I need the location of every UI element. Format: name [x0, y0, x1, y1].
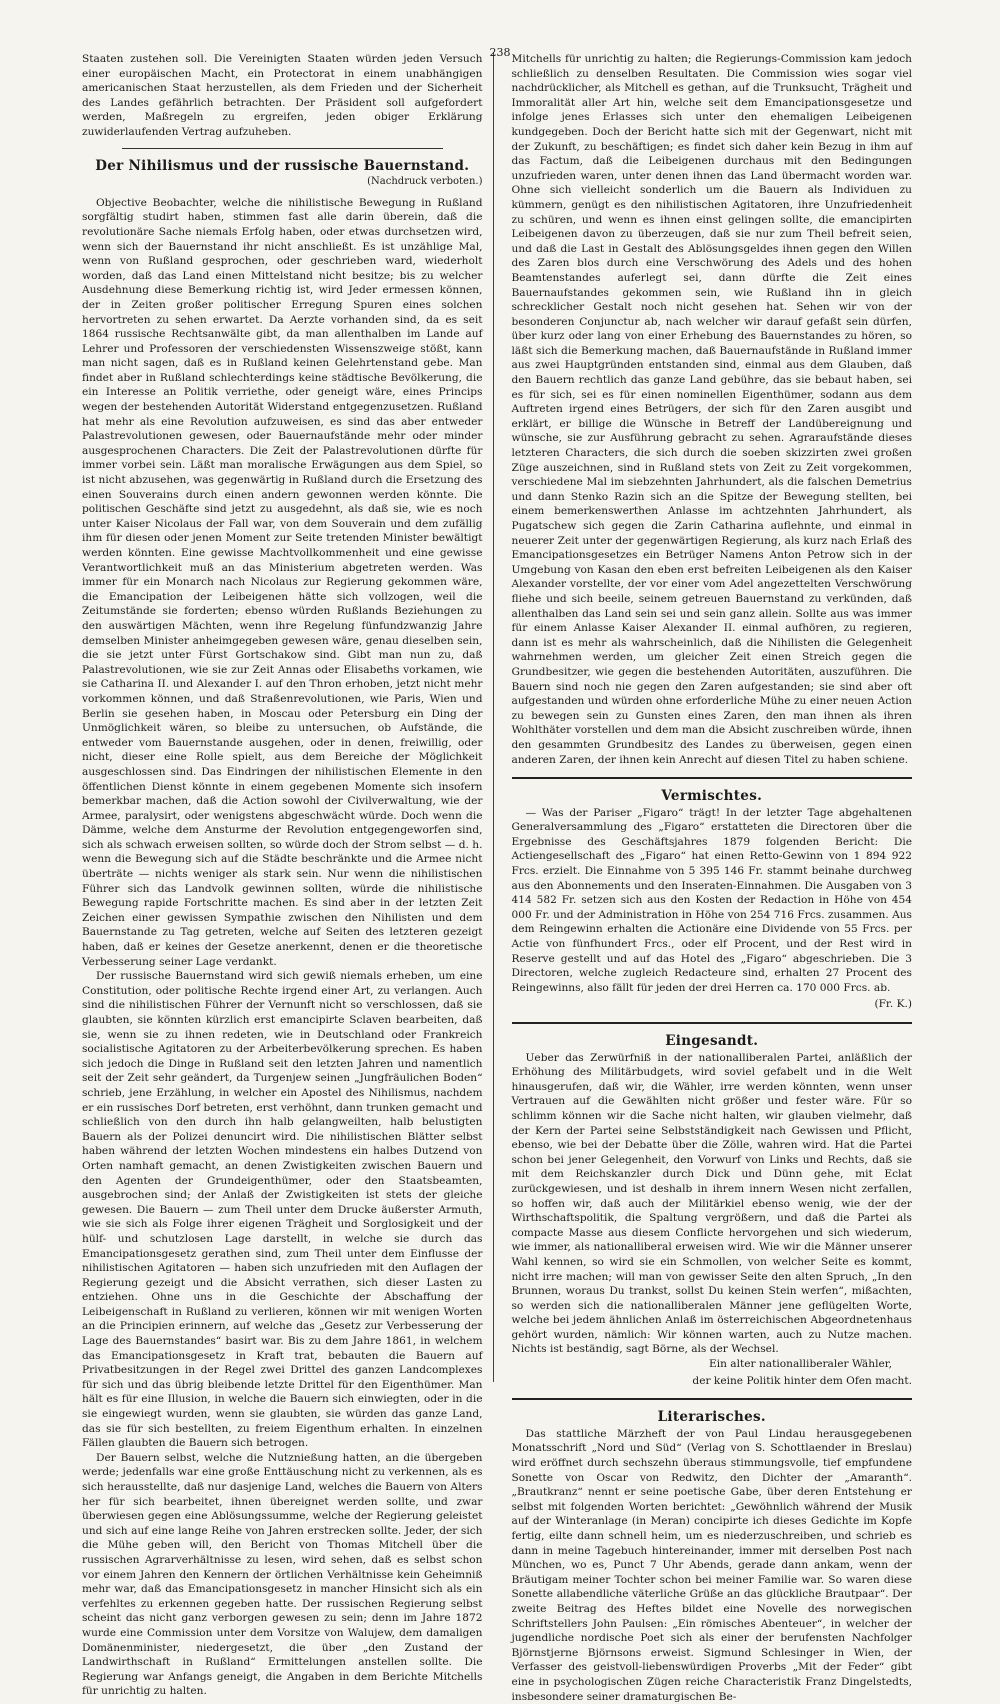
- article-paragraph: Der Bauern selbst, welche die Nutznießung hatten, an die übergeben werde; jedenfalls war eine große Enttäuschung nicht zu verkennen, als es sich herausstellte, daß nur dasjenige Land, welches die Bauern von Alters her für sich bearbeitet, ihnen übereignet werden sollte, und zwar überwiesen gegen eine Ablösungssumme, welche der Regierung geleistet und sich auf eine lange Reihe von Jahren erstrecken sollte. Jeder, der sich die Mühe geben will, den Bericht von Thomas Mitchell über die russischen Agrarverhältnisse zu lesen, wird sehen, daß es selbst schon vor einem Jahren den Kennern der örtlichen Verhältnisse kein Geheimniß mehr war, daß das Emancipationsgesetz in mancher Hinsicht sich als ein verfehltes zu erkennen gegeben hatte. Der russischen Regierung selbst scheint das nicht ganz verborgen gewesen zu sein; denn im Jahre 1872 wurde eine Commission unter dem Vorsitze von Walujew, dem damaligen Domänenminister, niedergesetzt, die über „den Zustand der Landwirthschaft in Rußland“ Ermittelungen anstellen sollte. Die Regierung war Anfangs geneigt, die Angaben in dem Berichte Mitchells für unrichtig zu halten.: [82, 1451, 483, 1698]
- intro-paragraph: Staaten zustehen soll. Die Vereinigten Staaten würden jeden Versuch einer europäischen Macht, ein Protectorat in einem unabhängigen americanischen Staat herzustellen, als dem Frieden und der Sicherheit des Landes gefährlich betrachten. Der Präsident soll aufgefordert werden, Maßregeln zu ergreifen, jeden obiger Erklärung zuwiderlaufenden Vertrag aufzuheben.: [82, 53, 483, 138]
- section-divider: [512, 1022, 913, 1024]
- eingesandt-title: Eingesandt.: [665, 1033, 759, 1049]
- eingesandt-signature-line-1: Ein alter nationalliberaler Wähler,: [709, 1358, 892, 1371]
- section-divider: [512, 777, 913, 779]
- eingesandt-text: Ueber das Zerwürfniß in der nationalliberalen Partei, anläßlich der Erhöhung des Militärbudgets, wird soviel gefabelt und in die Welt hinausgerufen, daß wir, die Wähler, irre werden könnten, wenn unser Vertrauen auf die Gewählten nicht größer und fester wäre. Für so schlimm können wir die Sache nicht halten, wir glauben vielmehr, daß der Kern der Partei seine Selbstständigkeit nach Gewissen und Pflicht, ebenso, wie bei der Debatte über die Zölle, wahren wird. Hat die Partei schon bei jener Gelegenheit, den Vorwurf von Links und Rechts, daß sie mit dem Reichskanzler durch Dick und Dünn gehe, mit Eclat zurückgewiesen, und ist deshalb in ihrem innern Wesen nicht zerfallen, so hoffen wir, daß auch der Militärkiel ebenso wenig, wie der der Wirthschaftspolitik, die Spaltung vergrößern, und daß die Partei als compacte Masse aus diesem Conflicte hervorgehen und sich wiederum, wie immer, als nationalliberal erweisen wird. Wie wir die Männer unserer Wahl kennen, so wird sie ein Schmollen, von welcher Seite es kommt, nicht irre machen; will man von gewisser Seite den alten Spruch, „In den Brunnen, woraus Du trankst, sollst Du keinen Stein werfen“, mißachten, so werden sich die nationalliberalen Männer jene geflügelten Worte, welche bei jedem ähnlichen Anlaß im österreichischen Abgeordnetenhaus gehört wurden, nämlich: Wir können warten, auch zu Nutze machen. Nichts ist beständig, sagt Börne, als der Wechsel.: [511, 1051, 912, 1356]
- article-paragraph: Der russische Bauernstand wird sich gewiß niemals erheben, um eine Constitution, oder politische Rechte irgend einer Art, zu verlangen. Auch sind die nihilistischen Führer der Vernunft nicht so verschlossen, daß sie glaubten, sie könnten kürzlich erst emancipirte Sclaven bearbeiten, daß sie, wenn sie zu ihnen redeten, wie in Deutschland oder Frankreich socialistische Agitatoren zu der Arbeiterbevölkerung sprechen. Es haben sich jedoch die Dinge in Rußland seit den letzten Jahren und namentlich seit der Zeit sehr geändert, da Turgenjew seinen „Jungfräulichen Boden“ schrieb, jene Erzählung, in welcher ein Apostel des Nihilismus, nachdem er ein russisches Dorf betreten, erst verhöhnt, dann trunken gemacht und schließlich von den durch ihn halb gelangweilten, halb belustigten Bauern als der Polizei denuncirt wird. Die nihilistischen Blätter selbst haben während der letzten Wochen mindestens ein halbes Dutzend von Orten namhaft gemacht, an denen Zwistigkeiten zwischen Bauern und den Agenten der Grundeigenthümer, oder den Staatsbeamten, ausgebrochen sind; der Anlaß der Zwistigkeiten ist stets der gleiche gewesen. Die Bauern — zum Theil unter dem Drucke äußerster Armuth, wie sie sich als Folge ihrer eigenen Trägheit und Sorglosigkeit und der hülf- und schutzlosen Lage darstellt, in welche sie durch das Emancipationsgesetz gerathen sind, zum Theil unter dem Einflusse der nihilistischen Agitatoren — haben sich unzufrieden mit den Auflagen der Regierung gezeigt und die Absicht verrathen, sich dieser Lasten zu entziehen. Ohne uns in die Geschichte der Abschaffung der Leibeigenschaft in Rußland zu verlieren, können wir mit wenigen Worten an die Principien erinnern, auf welche das „Gesetz zur Verbesserung der Lage des Bauernstandes“ basirt war. Bis zu dem Jahre 1861, in welchem das Emancipationsgesetz in Kraft trat, bebauten die Bauern auf Privatbesitzungen in der Regel zwei Drittel des ganzen Landcomplexes für sich und das übrig bleibende letzte Drittel für den Eigenthümer. Man hält es für eine Illusion, in welche die Bauern sich einwiegten, oder in die sie eingewiegt wurden, wenn sie glaubten, sie würden das ganze Land, das sie für sich bestellten, zu freiem Eigenthum erhalten. In einzelnen Fällen glaubten die Bauern sich betrogen.: [82, 970, 483, 1450]
- article-title: Der Nihilismus und der russische Bauernstand.: [95, 157, 470, 174]
- reprint-note: (Nachdruck verboten.): [367, 176, 483, 188]
- left-column: [82, 52, 494, 1698]
- article-paragraph: Objective Beobachter, welche die nihilistische Bewegung in Rußland sorgfältig studirt haben, stimmen fast alle darin überein, daß die revolutionäre Sache niemals Erfolg haben, oder etwas durchsetzen wird, wenn sich der Bauernstand ihr nicht anschließt. Es ist unzählige Mal, wenn von Rußland gesprochen, oder geschrieben ward, wiederholt worden, daß das Land einen Mittelstand nicht besitze; bis zu welcher Ausdehnung diese Bemerkung richtig ist, wird Jeder ermessen können, der in Zeiten großer politischer Erregung Spuren eines solchen hervortreten zu sehen erwartet. Da Aerzte vorhanden sind, da es seit 1864 russische Rechtsanwälte gibt, da man allenthalben im Lande auf Lehrer und Professoren der verschiedensten Wissenszweige stößt, kann man nicht sagen, daß es in Rußland keinen Gelehrtenstand gebe. Man findet aber in Rußland schlechterdings keine städtische Bevölkerung, die ein Interesse an Politik verriethe, oder geneigt wäre, eines Princips wegen der bestehenden Autorität Widerstand entgegenzusetzen. Rußland hat mehr als eine Revolution aufzuweisen, es sind das aber entweder Palastrevolutionen gewesen, oder Bauernaufstände mehr oder minder ausgesprochenen Characters. Die Zeit der Palastrevolutionen dürfte für immer vorbei sein. Läßt man moralische Erwägungen aus dem Spiel, so ist nicht abzusehen, was gegenwärtig in Rußland durch die Ersetzung des einen Souverains durch einen andern gewonnen werden könnte. Die politischen Geschäfte sind jetzt zu ausgedehnt, als daß sie, wie es noch unter Kaiser Nicolaus der Fall war, von dem Souverain und dem zufällig ihm für diesen oder jenen Moment zur Seite tretenden Minister bewältigt werden könnten. Eine gewisse Machtvollkommenheit und eine gewisse Verantwortlichkeit muß an das Ministerium abgetreten werden. Was immer für ein Monarch nach Nicolaus zur Regierung gekommen wäre, die Emancipation der Leibeigenen hätte sich vollzogen, weil die Zeitumstände sie forderten; ebenso würden Rußlands Beziehungen zu den auswärtigen Mächten, wenn ihre Regelung fünfundzwanzig Jahre demselben Minister anheimgegeben gewesen wäre, genau dieselben sein, die sie jetzt unter Fürst Gortschakow sind. Gibt man nun zu, daß Palastrevolutionen, wie sie zur Zeit Annas oder Elisabeths vorkamen, wie sie Catharina II. und Alexander I. auf den Thron erhoben, jetzt nicht mehr vorkommen können, und daß Straßenrevolutionen, wie Paris, Wien und Berlin sie gesehen haben, in Moscau oder Petersburg ein Ding der Unmöglichkeit wären, so bleibe zu untersuchen, ob Aufstände, die entweder vom Bauernstande ausgehen, oder in denen, freiwillig, oder nicht, dieser eine Rolle spielt, aus dem Bereiche der Möglichkeit ausgeschlossen sind. Das Eindringen der nihilistischen Elemente in den öffentlichen Dienst könnte in einem gegebenen Momente sich insofern bemerkbar machen, daß die Action sowohl der Civilverwaltung, wie der Armee, paralysirt, oder wenigstens abgeschwächt würde. Doch wenn die Dämme, welche dem Ansturme der Revolution entgegengeworfen sind, sich als schwach erweisen sollten, so würde doch der Strom selbst — d. h. wenn die Bewegung sich auf die Städte beschränkte und die Armee nicht überträte — nichts weniger als stark sein. Nur wenn die nihilistischen Führer sich das Landvolk gewinnen sollten, würde die nihilistische Bewegung rapide Fortschritte machen. Es sind aber in der letzten Zeit Zeichen einer gewissen Sympathie zwischen den Nihilisten und dem Bauernstande zu Tag getreten, welche auf Seiten des letzteren gezeigt haben, daß er keines der Gesetze anerkennt, denen er die theoretische Verbesserung seiner Lage verdankt.: [82, 196, 483, 968]
- vermischtes-text: — Was der Pariser „Figaro“ trägt! In der letzter Tage abgehaltenen Generalversammlung des „Figaro“ erstatteten die Directoren über die Ergebnisse des Geschäftsjahres 1879 folgenden Bericht: Die Actiengesellschaft des „Figaro“ hat einen Retto-Gewinn von 1 894 922 Frcs. erzielt. Die Einnahme von 5 395 146 Fr. stammt beinahe durchweg aus den Abonnements und den Inseraten-Einnahmen. Die Ausgaben von 3 414 582 Fr. setzen sich aus den Kosten der Redaction in Höhe von 454 000 Fr. und der Administration in Höhe von 254 716 Frcs. zusammen. Aus dem Reingewinn erhalten die Actionäre eine Dividende von 55 Frcs. per Actie von fünfhundert Frcs., oder elf Procent, und der Rest wird in Reserve gestellt und auf das Hotel des „Figaro“ abgeschrieben. Die 3 Directoren, welche zugleich Redacteure sind, erhalten 27 Procent des Reingewinns, also fällt für jeden der drei Herren ca. 170 000 Frcs. ab.: [511, 806, 912, 994]
- eingesandt-signature-line-2: der keine Politik hinter dem Ofen macht.: [692, 1374, 912, 1387]
- vermischtes-title: Vermischtes.: [661, 788, 763, 805]
- literarisches-title: Literarisches.: [657, 1409, 766, 1426]
- section-divider: [122, 148, 443, 149]
- right-column: [511, 52, 913, 1703]
- article-continuation: Mitchells für unrichtig zu halten; die Regierungs-Commission kam jedoch schließlich zu denselben Resultaten. Die Commission wies sogar viel nachdrücklicher, als Mitchell es gethan, auf die Trunksucht, Trägheit und Immoralität aller Art hin, welche seit dem Emancipationsgesetze und infolge jenes Erlasses sich unter den ehemaligen Leibeigenen kundgegeben. Doch der Bericht hatte sich mit der Gegenwart, nicht mit der Zukunft, zu beschäftigen; es findet sich daher kein Bezug in ihm auf das Factum, daß die Leibeigenen durchaus mit den Bedingungen unzufrieden waren, unter denen ihnen das Land übermacht worden war. Ohne sich vielleicht sonderlich um die Bauern als Individuen zu kümmern, genügt es den nihilistischen Agitatoren, ihre Unzufriedenheit zu schüren, und wenn es ihnen einst gelingen sollte, die emancipirten Leibeigenen davon zu überzeugen, daß sie nur zum Theil befreit seien, und daß die Last in Gestalt des Ablösungsgeldes ihnen gegen den Willen des Zaren blos durch eine Verschwörung des Adels und des hohen Beamtenstandes auferlegt sei, dann dürfte die Zeit eines Bauernaufstandes gekommen sein, wie Rußland ihn in gleich schrecklicher Gestalt noch nicht gesehen hat. Sehen wir von der besonderen Conjunctur ab, nach welcher wir darauf gefaßt sein dürfen, über kurz oder lang von einer Erhebung des Bauernstandes zu hören, so läßt sich die Bemerkung machen, daß Bauernaufstände in Rußland immer aus zwei Hauptgründen entstanden sind, einmal aus dem Glauben, daß den Bauern rechtlich das ganze Land gebühre, das sie bebaut haben, sei es für sich, sei es für einen nominellen Eigenthümer, sodann aus dem Auftreten irgend eines Betrügers, der sich für den Zaren ausgibt und erklärt, er billige die Wünsche in Betreff der Landübereignung und wünsche, sie zur Ausführung gebracht zu sehen. Agraraufstände dieses letzteren Characters, die sich durch die soeben skizzirten zwei großen Züge auszeichnen, sind in Rußland stets von Zeit zu Zeit vorgekommen, verschiedene Mal im siebzehnten Jahrhundert, als die falschen Demetrius und dann Stenko Razin sich an die Spitze der Bewegung stellten, bei einem bemerkenswerthen Anlasse im achtzehnten Jahrhundert, als Pugatschew sich gegen die Zarin Catharina auflehnte, und einmal in neuerer Zeit unter der gegenwärtigen Regierung, als kurz nach Erlaß des Emancipationsgesetzes ein Betrüger Namens Anton Petrow sich in der Umgebung von Kasan den eben erst befreiten Leibeigenen als den Kaiser Alexander vorstellte, der vor einer vom Adel angezettelten Verschwörung fliehe und sich beeile, seinem getreuen Bauernstand zu verkünden, daß allenthalben das Land sein sei und sein ganz allein. Sollte aus was immer für einem Anlasse Kaiser Alexander II. einmal aufhören, zu regieren, dann ist es mehr als wahrscheinlich, daß die Nihilisten die Gelegenheit wahrnehmen werden, um gleicher Zeit einen Streich gegen die Grundbesitzer, wie gegen die bestehenden Autoritäten, auszuführen. Die Bauern sind noch nie gegen den Zaren aufgestanden; sie sind aber oft aufgestanden und würden ohne erforderliche Mühe zu einer neuen Action zu bewegen sein zu Gunsten eines Zaren, den man ihnen als ihren Wohlthäter vorstellen und dem man die Absicht zuschreiben würde, ihnen den gesammten Grundbesitz des Landes zu überweisen, gegen einen anderen Zaren, der ihnen kein Anrecht auf diesen Titel zu haben schiene.: [511, 53, 912, 766]
- vermischtes-signature: (Fr. K.): [874, 998, 912, 1011]
- literarisches-text: Das stattliche Märzheft der von Paul Lindau herausgegebenen Monatsschrift „Nord und Süd“ (Verlag von S. Schottlaender in Breslau) wird eröffnet durch sechszehn überaus stimmungsvolle, tief empfundene Sonette von Oscar von Redwitz, den Dichter der „Amaranth“. „Brautkranz“ nennt er seine poetische Gabe, über deren Entstehung er selbst mit folgenden Worten berichtet: „Gewöhnlich während der Musik auf der Winteranlage (in Meran) concipirte ich dieses Gedichte im Kopfe fertig, eilte dann schnell heim, um es niederzuschreiben, und schrieb es dann in meine Tagebuch hintereinander, immer mit derselben Post nach München, wo es, Punct 7 Uhr Abends, gerade dann ankam, wenn der Bräutigam meiner Tochter schon bei meiner Familie war. So waren diese Sonette allabendliche väterliche Grüße an das glückliche Brautpaar“. Der zweite Beitrag des Heftes bildet eine Novelle des norwegischen Schriftstellers John Paulsen: „Ein römisches Abenteuer“, in welcher der jugendliche nordische Poet sich als einer der berufensten Nachfolger Björnstjerne Björnsons erweist. Sigmund Schlesinger in Wien, der Verfasser des geistvoll-liebenswürdigen Proverbs „Mit der Feder“ gibt eine in psychologischen Zügen reiche Characteristik Franz Dingelstedts, insbesondere seiner dramaturgischen Be-: [511, 1427, 912, 1703]
- page-number: 238: [489, 46, 511, 59]
- columns: [82, 52, 912, 1703]
- section-divider: [512, 1398, 913, 1400]
